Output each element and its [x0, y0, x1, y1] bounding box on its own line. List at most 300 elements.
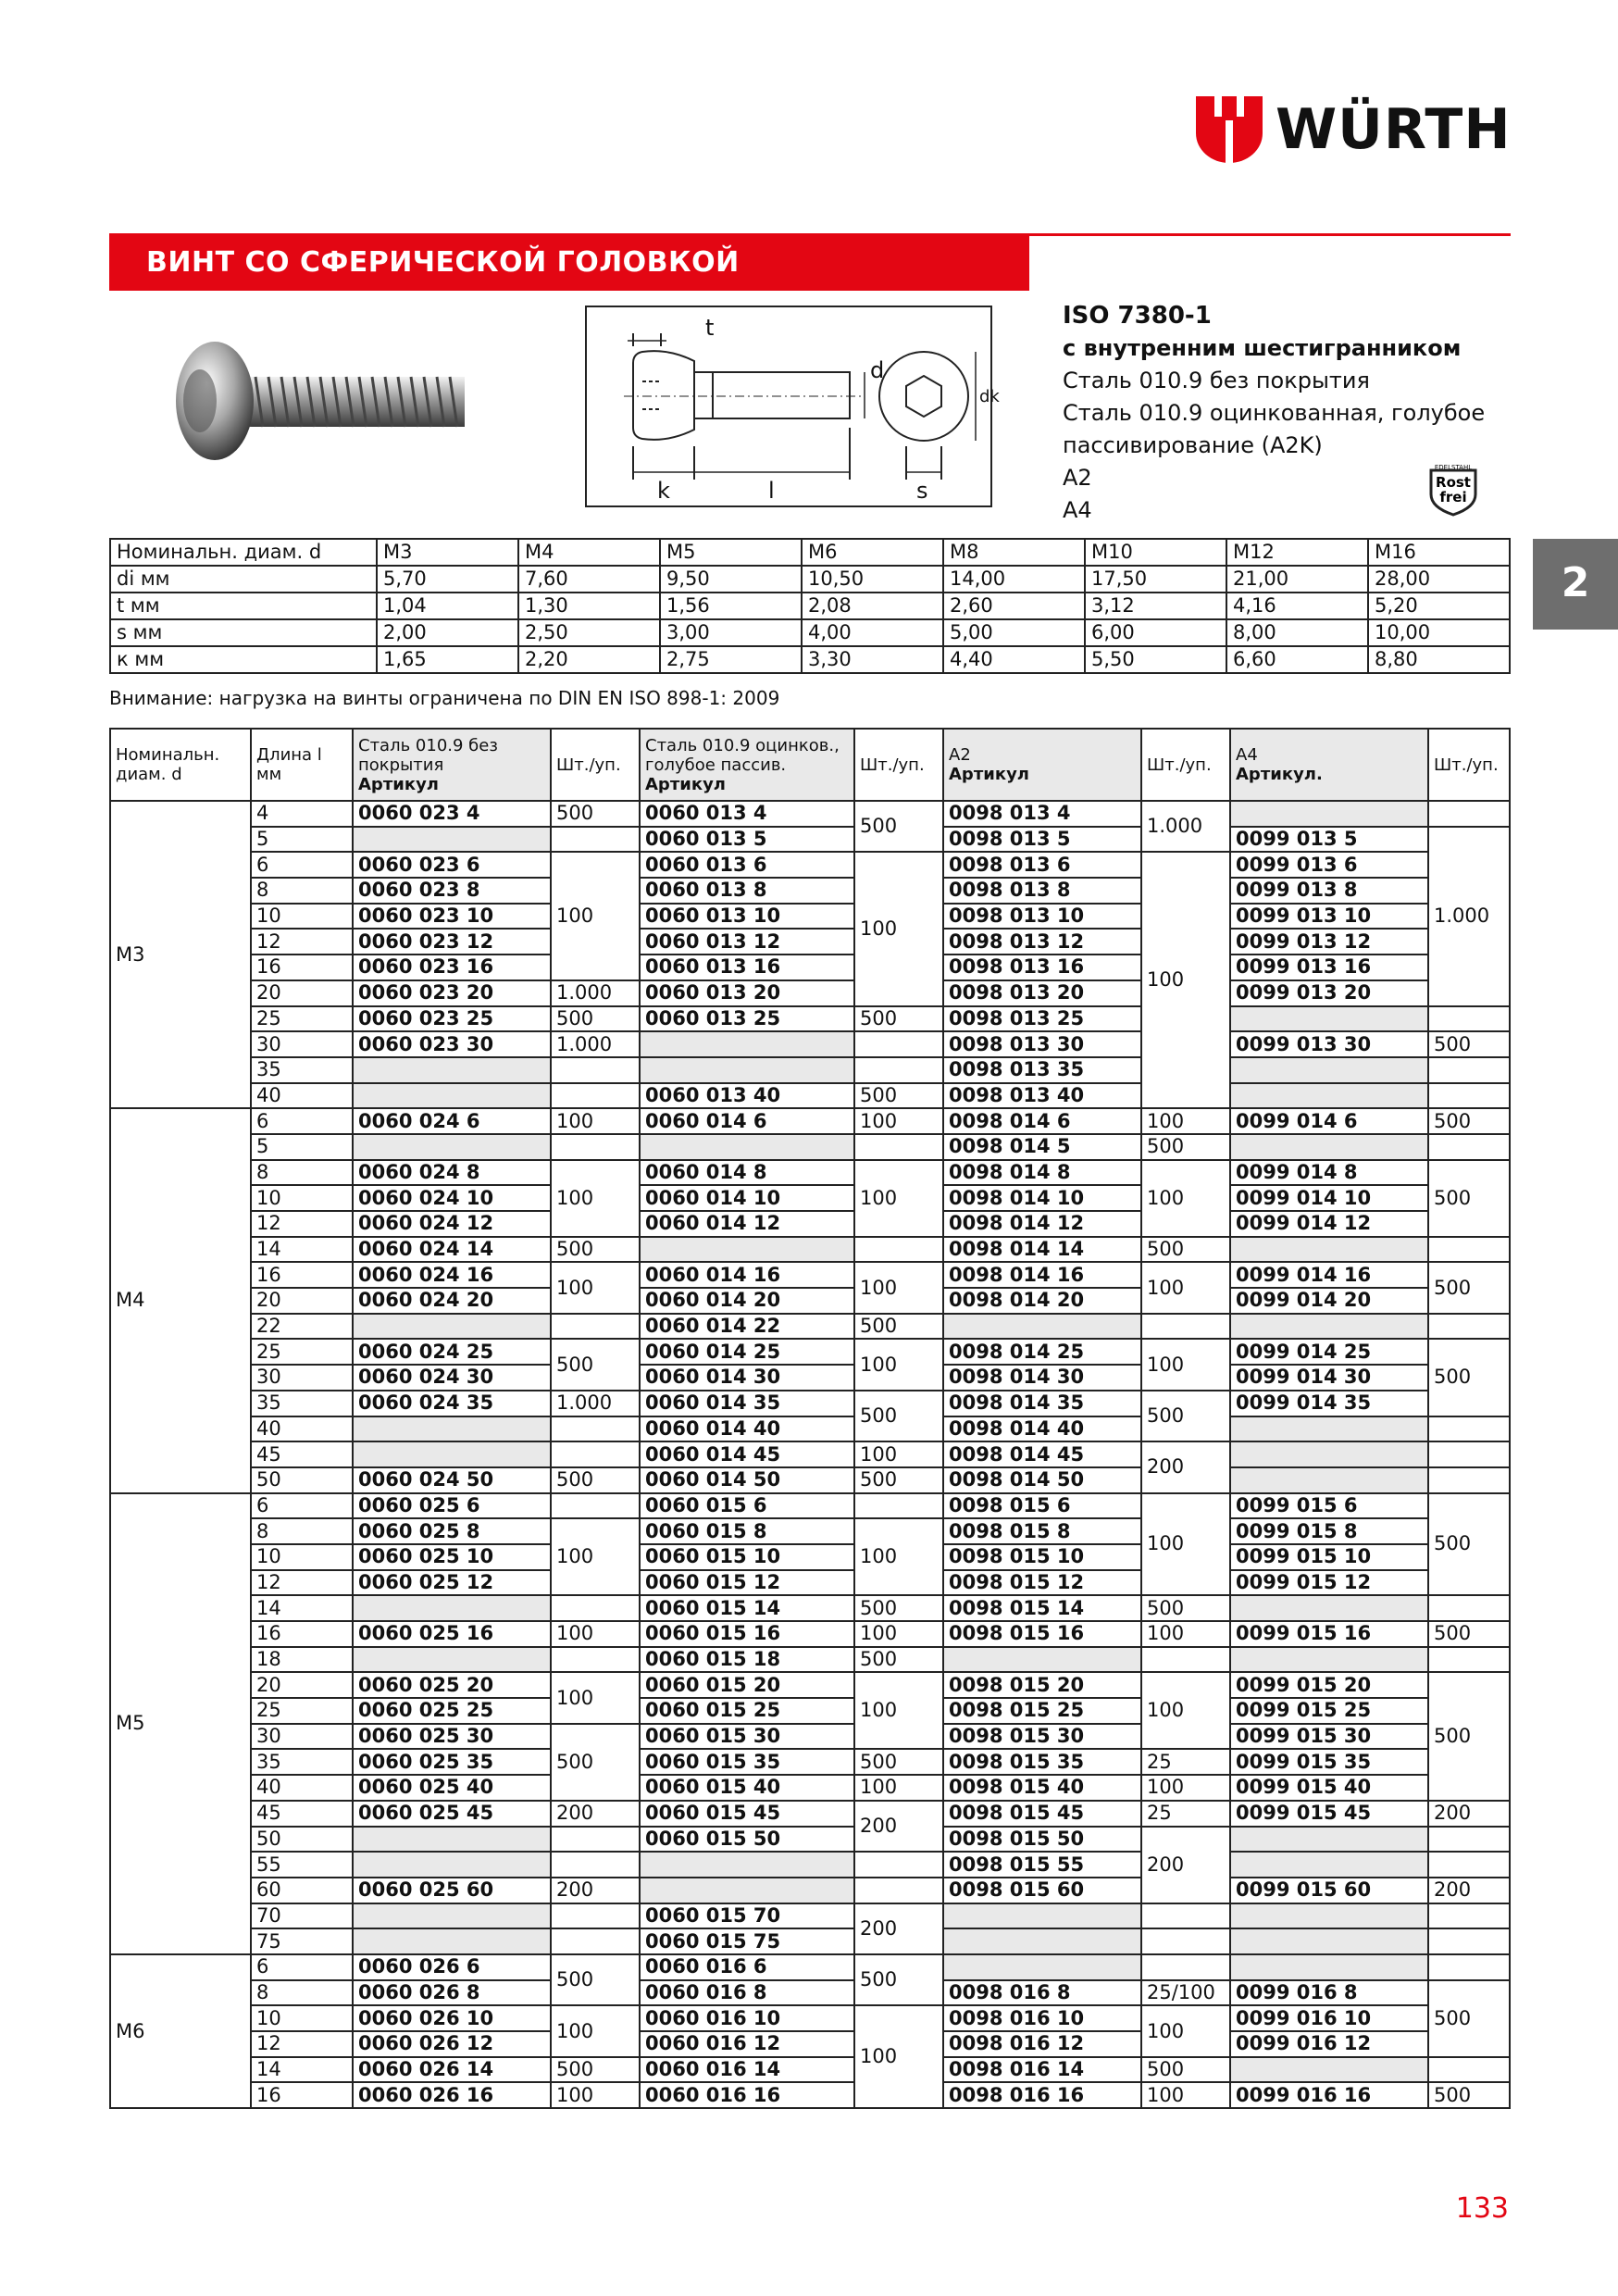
art-steel-zinc: 0060 015 18	[640, 1647, 854, 1673]
art-steel-zinc: 0060 014 22	[640, 1314, 854, 1340]
table-row	[110, 1698, 1510, 1724]
dimension-value: 8,80	[1368, 646, 1510, 673]
qty-a4	[1428, 1083, 1510, 1109]
art-a4: 0099 014 30	[1230, 1365, 1428, 1391]
art-a4: 0099 015 30	[1230, 1724, 1428, 1750]
dimension-value: 3,00	[660, 619, 802, 646]
art-steel-zinc: 0060 016 6	[640, 1954, 854, 1980]
art-steel-plain	[353, 1903, 551, 1929]
art-a2: 0098 014 12	[943, 1211, 1141, 1237]
dimension-value: M10	[1085, 539, 1226, 566]
header-qty-3: Шт./уп.	[1141, 729, 1230, 801]
qty-steel-plain: 500	[551, 1339, 640, 1390]
qty-a4: 200	[1428, 1801, 1510, 1827]
art-steel-plain: 0060 023 4	[353, 801, 551, 827]
art-a4: 0099 013 10	[1230, 904, 1428, 930]
table-row	[110, 1160, 1510, 1186]
header-steel-plain	[353, 729, 551, 801]
rostfrei-top: EDELSTAHL	[1434, 464, 1473, 471]
art-a2: 0098 013 5	[943, 827, 1141, 853]
qty-a4: 500	[1428, 1262, 1510, 1313]
qty-steel-plain: 100	[551, 1108, 640, 1134]
standard: ISO 7380-1	[1063, 302, 1212, 330]
qty-a4: 500	[1428, 1031, 1510, 1057]
load-note: Внимание: нагрузка на винты ограничена по DIN EN ISO 898-1: 2009	[109, 687, 780, 709]
table-row	[110, 1903, 1510, 1929]
label-d: d	[870, 357, 885, 383]
qty-steel-plain: 100	[551, 1262, 640, 1313]
length: 35	[251, 1391, 353, 1416]
table-row	[110, 2082, 1510, 2108]
art-steel-zinc: 0060 015 25	[640, 1698, 854, 1724]
art-steel-plain: 0060 023 16	[353, 955, 551, 980]
header-diam: Номинальн. диам. d	[110, 729, 251, 801]
qty-a2	[1141, 1954, 1230, 1980]
chapter-number: 2	[1561, 559, 1590, 606]
header-steel-plain-art: Артикул	[358, 774, 439, 794]
art-steel-plain: 0060 024 50	[353, 1467, 551, 1493]
length: 25	[251, 1698, 353, 1724]
art-steel-zinc: 0060 015 75	[640, 1928, 854, 1954]
qty-steel-zinc: 100	[854, 852, 943, 1005]
qty-a4	[1428, 1595, 1510, 1621]
art-a4: 0099 015 20	[1230, 1672, 1428, 1698]
art-a4: 0099 013 6	[1230, 852, 1428, 878]
material-2b: пассивирование (A2K)	[1063, 432, 1323, 458]
header-a4-art: Артикул.	[1236, 765, 1323, 784]
art-a4: 0099 013 8	[1230, 878, 1428, 904]
qty-a4: 500	[1428, 2082, 1510, 2108]
dimension-value: 1,04	[377, 593, 518, 619]
table-row	[110, 1852, 1510, 1878]
length: 20	[251, 1288, 353, 1314]
rostfrei-badge-icon	[1425, 463, 1481, 517]
qty-a2: 500	[1141, 1237, 1230, 1263]
qty-steel-plain	[551, 1647, 640, 1673]
qty-a4	[1428, 1237, 1510, 1263]
length: 16	[251, 1621, 353, 1647]
qty-a4	[1428, 1057, 1510, 1083]
qty-a4	[1428, 2057, 1510, 2083]
table-row	[110, 1031, 1510, 1057]
header-qty-4: Шт./уп.	[1428, 729, 1510, 801]
dimension-value: M8	[943, 539, 1085, 566]
table-row	[110, 2031, 1510, 2057]
qty-steel-plain	[551, 1083, 640, 1109]
qty-a2: 100	[1141, 1160, 1230, 1237]
dimension-value: 6,60	[1226, 646, 1368, 673]
art-steel-plain: 0060 024 16	[353, 1262, 551, 1288]
art-steel-plain: 0060 025 45	[353, 1801, 551, 1827]
art-a2: 0098 016 10	[943, 2005, 1141, 2031]
drive-type: с внутренним шестигранником	[1063, 335, 1462, 361]
header-a2-name: A2	[949, 745, 971, 765]
art-a4: 0099 014 20	[1230, 1288, 1428, 1314]
qty-steel-plain	[551, 1057, 640, 1083]
art-a2: 0098 013 12	[943, 929, 1141, 955]
art-steel-plain: 0060 024 35	[353, 1391, 551, 1416]
qty-steel-zinc: 100	[854, 1621, 943, 1647]
art-steel-zinc: 0060 014 50	[640, 1467, 854, 1493]
qty-steel-plain	[551, 1852, 640, 1878]
qty-steel-plain: 1.000	[551, 980, 640, 1006]
art-steel-plain: 0060 025 12	[353, 1570, 551, 1596]
table-row	[110, 980, 1510, 1006]
length: 6	[251, 1954, 353, 1980]
table-row	[110, 1134, 1510, 1160]
length: 55	[251, 1852, 353, 1878]
qty-a4: 500	[1428, 1980, 1510, 2057]
length: 18	[251, 1647, 353, 1673]
qty-steel-zinc: 100	[854, 1108, 943, 1134]
dimension-value: 17,50	[1085, 566, 1226, 593]
art-steel-zinc: 0060 016 14	[640, 2057, 854, 2083]
qty-steel-plain: 1.000	[551, 1031, 640, 1057]
length: 16	[251, 955, 353, 980]
qty-a4	[1428, 1827, 1510, 1853]
art-a2: 0098 013 35	[943, 1057, 1141, 1083]
qty-a2: 100	[1141, 1339, 1230, 1390]
material-4: A4	[1063, 497, 1092, 523]
art-steel-plain: 0060 023 25	[353, 1006, 551, 1032]
dimension-value: 4,00	[802, 619, 943, 646]
length: 35	[251, 1057, 353, 1083]
art-steel-zinc: 0060 016 8	[640, 1980, 854, 2006]
art-a4	[1230, 801, 1428, 827]
qty-a2: 25	[1141, 1749, 1230, 1775]
table-row	[110, 1518, 1510, 1544]
table-row	[110, 1672, 1510, 1698]
art-a2	[943, 1928, 1141, 1954]
dimension-value: 28,00	[1368, 566, 1510, 593]
art-steel-plain: 0060 025 35	[353, 1749, 551, 1775]
qty-a2	[1141, 1928, 1230, 1954]
art-a2: 0098 015 20	[943, 1672, 1141, 1698]
table-row	[110, 1724, 1510, 1750]
art-steel-zinc: 0060 014 12	[640, 1211, 854, 1237]
qty-steel-plain: 100	[551, 2082, 640, 2108]
art-steel-zinc: 0060 014 8	[640, 1160, 854, 1186]
art-a4: 0099 015 45	[1230, 1801, 1428, 1827]
table-row	[110, 1801, 1510, 1827]
art-steel-zinc	[640, 1237, 854, 1263]
qty-steel-zinc: 500	[854, 1391, 943, 1441]
label-dk: dk	[979, 387, 1000, 406]
qty-a2: 200	[1141, 1441, 1230, 1492]
dimension-value: 10,00	[1368, 619, 1510, 646]
length: 16	[251, 2082, 353, 2108]
art-a4	[1230, 1903, 1428, 1929]
art-a2: 0098 016 16	[943, 2082, 1141, 2108]
art-steel-zinc: 0060 015 35	[640, 1749, 854, 1775]
qty-a4	[1428, 1903, 1510, 1929]
art-steel-plain: 0060 024 10	[353, 1185, 551, 1211]
label-t: t	[705, 315, 715, 341]
length: 10	[251, 1185, 353, 1211]
table-row	[110, 878, 1510, 904]
length: 60	[251, 1878, 353, 1903]
length: 50	[251, 1467, 353, 1493]
length: 70	[251, 1903, 353, 1929]
art-steel-plain: 0060 025 60	[353, 1878, 551, 1903]
table-row	[110, 1954, 1510, 1980]
table-row	[110, 1980, 1510, 2006]
art-steel-plain: 0060 025 25	[353, 1698, 551, 1724]
label-k: k	[657, 478, 670, 504]
art-a4: 0099 014 8	[1230, 1160, 1428, 1186]
qty-steel-zinc: 500	[854, 1314, 943, 1340]
length: 45	[251, 1441, 353, 1467]
art-steel-plain: 0060 024 20	[353, 1288, 551, 1314]
label-l: l	[768, 478, 775, 504]
art-a2: 0098 014 35	[943, 1391, 1141, 1416]
qty-a2: 100	[1141, 852, 1230, 1108]
header-qty-1: Шт./уп.	[551, 729, 640, 801]
table-row	[110, 1211, 1510, 1237]
art-steel-plain	[353, 1647, 551, 1673]
length: 20	[251, 980, 353, 1006]
length: 12	[251, 2031, 353, 2057]
art-steel-plain	[353, 1416, 551, 1442]
art-steel-plain: 0060 026 14	[353, 2057, 551, 2083]
art-steel-plain: 0060 024 14	[353, 1237, 551, 1263]
art-a4	[1230, 1134, 1428, 1160]
art-steel-zinc: 0060 015 6	[640, 1493, 854, 1519]
art-steel-plain	[353, 1134, 551, 1160]
art-a2: 0098 013 20	[943, 980, 1141, 1006]
table-row	[110, 1544, 1510, 1570]
art-a2	[943, 1647, 1141, 1673]
art-steel-zinc	[640, 1134, 854, 1160]
table-row	[110, 1647, 1510, 1673]
art-a4: 0099 016 10	[1230, 2005, 1428, 2031]
art-a4: 0099 015 12	[1230, 1570, 1428, 1596]
art-steel-plain	[353, 1827, 551, 1853]
dimension-value: 2,20	[518, 646, 660, 673]
art-a4: 0099 013 20	[1230, 980, 1428, 1006]
art-a4: 0099 014 12	[1230, 1211, 1428, 1237]
dimension-value: M12	[1226, 539, 1368, 566]
qty-a2: 100	[1141, 2005, 1230, 2056]
art-a2: 0098 014 16	[943, 1262, 1141, 1288]
qty-steel-plain: 500	[551, 1954, 640, 2005]
dimension-value: 6,00	[1085, 619, 1226, 646]
qty-steel-zinc	[854, 1134, 943, 1160]
art-steel-plain: 0060 023 10	[353, 904, 551, 930]
length: 6	[251, 1493, 353, 1519]
art-a2: 0098 013 40	[943, 1083, 1141, 1109]
art-a4	[1230, 1237, 1428, 1263]
wurth-logo	[1196, 96, 1511, 163]
length: 22	[251, 1314, 353, 1340]
dimension-value: 2,60	[943, 593, 1085, 619]
qty-a2: 25	[1141, 1801, 1230, 1827]
art-a2: 0098 015 14	[943, 1595, 1141, 1621]
qty-steel-zinc: 500	[854, 1595, 943, 1621]
art-a2: 0098 015 30	[943, 1724, 1141, 1750]
art-a2: 0098 014 25	[943, 1339, 1141, 1365]
header-a4	[1230, 729, 1428, 801]
art-a2: 0098 013 30	[943, 1031, 1141, 1057]
art-a2: 0098 014 40	[943, 1416, 1141, 1442]
qty-steel-zinc: 100	[854, 1441, 943, 1467]
article-table	[109, 728, 1511, 2109]
art-a2: 0098 014 5	[943, 1134, 1141, 1160]
qty-steel-plain: 500	[551, 801, 640, 827]
art-steel-plain: 0060 025 30	[353, 1724, 551, 1750]
table-row	[110, 1083, 1510, 1109]
art-a2: 0098 014 20	[943, 1288, 1141, 1314]
art-a2: 0098 014 10	[943, 1185, 1141, 1211]
art-steel-zinc: 0060 013 40	[640, 1083, 854, 1109]
art-steel-plain	[353, 1928, 551, 1954]
qty-steel-zinc: 100	[854, 1672, 943, 1749]
art-steel-plain	[353, 1852, 551, 1878]
art-a2: 0098 014 14	[943, 1237, 1141, 1263]
qty-a4	[1428, 1647, 1510, 1673]
qty-steel-zinc: 200	[854, 1801, 943, 1852]
screw-drawing	[587, 307, 1000, 505]
qty-steel-plain: 100	[551, 2005, 640, 2056]
table-row	[110, 1621, 1510, 1647]
art-a2: 0098 015 40	[943, 1775, 1141, 1801]
length: 8	[251, 1518, 353, 1544]
art-steel-zinc: 0060 013 20	[640, 980, 854, 1006]
qty-steel-plain: 100	[551, 1518, 640, 1595]
table-row	[110, 1391, 1510, 1416]
length: 14	[251, 2057, 353, 2083]
table-row	[110, 1749, 1510, 1775]
table-row	[110, 1365, 1510, 1391]
art-a4: 0099 015 8	[1230, 1518, 1428, 1544]
material-2: Сталь 010.9 оцинкованная, голубое	[1063, 400, 1486, 426]
header-steel-zinc-name: Сталь 010.9 оцинков., голубое пассив.	[645, 735, 840, 775]
art-a4: 0099 014 16	[1230, 1262, 1428, 1288]
length: 5	[251, 827, 353, 853]
qty-a4: 200	[1428, 1878, 1510, 1903]
length: 4	[251, 801, 353, 827]
dimension-value: M16	[1368, 539, 1510, 566]
qty-a2: 500	[1141, 1595, 1230, 1621]
art-steel-zinc: 0060 016 12	[640, 2031, 854, 2057]
qty-steel-zinc: 500	[854, 1954, 943, 2005]
table-row	[110, 1827, 1510, 1853]
art-steel-plain: 0060 024 25	[353, 1339, 551, 1365]
art-a4	[1230, 1928, 1428, 1954]
art-a2: 0098 015 25	[943, 1698, 1141, 1724]
art-a4	[1230, 1852, 1428, 1878]
art-a4: 0099 014 25	[1230, 1339, 1428, 1365]
qty-a2: 500	[1141, 1134, 1230, 1160]
qty-steel-plain	[551, 1314, 640, 1340]
dimension-value: M6	[802, 539, 943, 566]
qty-steel-zinc: 100	[854, 1518, 943, 1595]
art-a2: 0098 015 16	[943, 1621, 1141, 1647]
length: 12	[251, 1570, 353, 1596]
length: 12	[251, 929, 353, 955]
dimension-value: 14,00	[943, 566, 1085, 593]
qty-steel-plain	[551, 1928, 640, 1954]
art-a2: 0098 015 8	[943, 1518, 1141, 1544]
qty-steel-zinc: 500	[854, 1467, 943, 1493]
length: 12	[251, 1211, 353, 1237]
dimension-value: 4,40	[943, 646, 1085, 673]
qty-a4	[1428, 1416, 1510, 1442]
group-diameter: M5	[110, 1493, 251, 1954]
qty-a2	[1141, 1647, 1230, 1673]
length: 40	[251, 1083, 353, 1109]
title-bar	[109, 233, 1029, 291]
qty-a2	[1141, 1314, 1230, 1340]
chapter-tab	[1533, 539, 1618, 630]
art-a4: 0099 015 16	[1230, 1621, 1428, 1647]
art-a4: 0099 015 25	[1230, 1698, 1428, 1724]
dimension-value: 5,50	[1085, 646, 1226, 673]
art-steel-plain: 0060 025 6	[353, 1493, 551, 1519]
table-row	[110, 1493, 1510, 1519]
art-a2: 0098 013 4	[943, 801, 1141, 827]
art-a2: 0098 016 14	[943, 2057, 1141, 2083]
qty-a4	[1428, 1441, 1510, 1467]
qty-steel-plain: 100	[551, 1672, 640, 1723]
table-header-row	[110, 729, 1510, 801]
technical-drawing	[585, 306, 1000, 507]
table-row	[110, 2057, 1510, 2083]
table-row	[110, 1441, 1510, 1467]
art-a4: 0099 015 35	[1230, 1749, 1428, 1775]
art-steel-plain: 0060 025 20	[353, 1672, 551, 1698]
table-row	[110, 1288, 1510, 1314]
qty-steel-plain: 500	[551, 2057, 640, 2083]
art-a4	[1230, 1827, 1428, 1853]
art-a4	[1230, 1314, 1428, 1340]
art-steel-zinc: 0060 014 20	[640, 1288, 854, 1314]
length: 35	[251, 1749, 353, 1775]
art-steel-zinc: 0060 014 30	[640, 1365, 854, 1391]
art-steel-plain: 0060 024 30	[353, 1365, 551, 1391]
qty-steel-plain: 200	[551, 1801, 640, 1827]
length: 75	[251, 1928, 353, 1954]
art-a4: 0099 013 5	[1230, 827, 1428, 853]
art-a2: 0098 014 30	[943, 1365, 1141, 1391]
art-a2: 0098 014 8	[943, 1160, 1141, 1186]
qty-steel-zinc: 500	[854, 1749, 943, 1775]
art-a2: 0098 013 25	[943, 1006, 1141, 1032]
art-a4: 0099 015 40	[1230, 1775, 1428, 1801]
table-row	[110, 1570, 1510, 1596]
art-a2: 0098 015 12	[943, 1570, 1141, 1596]
art-steel-plain: 0060 025 10	[353, 1544, 551, 1570]
art-a4: 0099 016 16	[1230, 2082, 1428, 2108]
dimension-value: 2,50	[518, 619, 660, 646]
qty-a4: 1.000	[1428, 827, 1510, 1006]
qty-a4	[1428, 1006, 1510, 1032]
dimension-value: 10,50	[802, 566, 943, 593]
qty-steel-zinc: 100	[854, 1160, 943, 1237]
length: 25	[251, 1006, 353, 1032]
art-steel-plain: 0060 026 12	[353, 2031, 551, 2057]
art-a4: 0099 013 16	[1230, 955, 1428, 980]
qty-steel-plain	[551, 1595, 640, 1621]
qty-a4	[1428, 1928, 1510, 1954]
qty-steel-zinc: 500	[854, 1006, 943, 1032]
qty-a4	[1428, 801, 1510, 827]
qty-steel-plain: 500	[551, 1467, 640, 1493]
qty-steel-plain	[551, 1493, 640, 1519]
art-a4: 0099 016 12	[1230, 2031, 1428, 2057]
art-steel-zinc	[640, 1878, 854, 1903]
art-steel-zinc: 0060 013 16	[640, 955, 854, 980]
